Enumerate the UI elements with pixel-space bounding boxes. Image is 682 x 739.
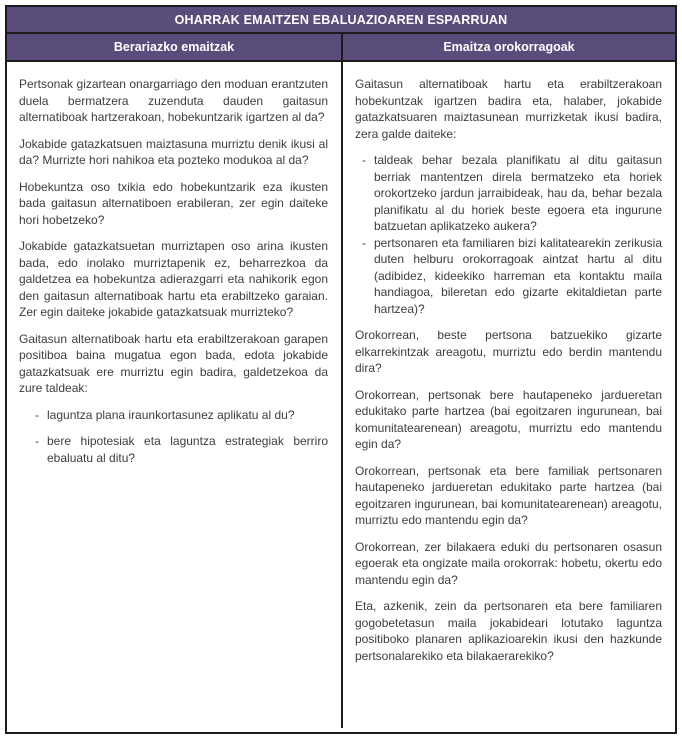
evaluation-notes-table: [5, 5, 677, 734]
bullet-text: bere hipotesiak eta laguntza estrategiak berriro ebaluatu al ditu?: [47, 434, 328, 465]
bullet-marker: -: [35, 407, 39, 422]
question-paragraph: Jokabide gatazkatsuen maiztasuna murriztu denik ikusi al da? Murrizte hori nahikoa eta pozteko modukoa al da?: [19, 136, 328, 167]
question-paragraph: Pertsonak gizartean onargarriago den moduan erantzuten duela bermatzera zuzenduta dauden gaitasun alternatiboak hartzerakoan, hobekuntzarik igartzen al da?: [19, 77, 328, 124]
table-body: [7, 62, 675, 728]
question-paragraph: Eta, azkenik, zein da pertsonaren eta bere familiaren gogobetetasun maila jokabideari lotutako laguntza positiboko planaren aplikazioarekin ikusi den hazkunde pertsonalarekiko eta bilakaerarekiko?: [355, 599, 662, 663]
question-paragraph: Jokabide gatazkatsuetan murriztapen oso arina ikusten bada, edo inolako murriztapenik ez, beharrezkoa da galdetzea ea hobekuntza adierazgarri eta nahikorik egon den gaitasun alternatiboak hartu eta erabiltzeko garaian. Zer egin daiteke jokabide gatazkatsuak murrizteko?: [19, 239, 328, 319]
question-paragraph: Gaitasun alternatiboak hartu eta erabiltzerakoan garapen positiboa baina mugatua egon bada, edota jokabide gatazkatsuak ere murriztu egin badira, galdetzekoa da zure taldeak:: [19, 331, 328, 395]
question-paragraph: Gaitasun alternatiboak hartu eta erabiltzerakoan hobekuntzak igartzen badira eta, halaber, jokabide gatazkatsuaren maiztasunean murrizketak ikusi badira, zera galde daiteke:: [355, 77, 662, 141]
bullet-marker: -: [35, 434, 39, 448]
bullet-list: [355, 152, 662, 317]
question-paragraph: Orokorrean, pertsonak bere hautapeneko jardueretan edukitako parte hartzea (bai egoitzaren ingurunean, bai komunitatearenean) areagotu, murriztu edo mantendu egin da?: [355, 387, 662, 451]
question-paragraph: Orokorrean, pertsonak eta bere familiak pertsonaren hautapeneko jardueretan edukitako parte hartzea (bai egoitzaren ingurunean, bai komunitatearenean) areagotu, murriztu edo mantendu egin da?: [355, 463, 662, 527]
question-paragraph: Orokorrean, beste pertsona batzuekiko gizarte elkarrekintzak areagotu, murriztu edo berdin mantendu dira?: [355, 328, 662, 375]
bullet-item: [35, 433, 328, 466]
column-header-general-results: Emaitza orokorragoak: [341, 34, 675, 60]
bullet-marker: -: [362, 153, 366, 167]
column-header-specific-results: Berariazko emaitzak: [113, 40, 235, 54]
bullet-list: [19, 407, 328, 467]
bullet-item: [362, 235, 662, 318]
table-column-headers: [7, 34, 675, 62]
bullet-item: [35, 407, 328, 424]
bullet-text: pertsonaren eta familiaren bizi kalitatearekin zerikusia duten helburu orokorragoak aintzat hartu al ditu (adibidez, kideekiko harreman eta kontaktu maila handiagoa, bileretan edo gizarte ekitaldietan parte hartzea)?: [374, 235, 662, 316]
question-paragraph: Orokorrean, zer bilakaera eduki du pertsonaren osasun egoerak eta ongizate maila orokorrak: hobetu, okertu edo mantendu egin da?: [355, 539, 662, 587]
question-paragraph: Hobekuntza oso txikia edo hobekuntzarik eza ikusten bada gaitasun alternatiboen erabileran, zer egin daiteke hori hobetzeko?: [19, 179, 328, 227]
bullet-item: [362, 152, 662, 235]
bullet-text: taldeak behar bezala planifikatu al ditu gaitasun berriak mantentzen direla bermatzeko eta horiek orokortzeko jardun jarraibideak, hau da, behar bezala planifikatu al du horiek beste egoera eta ingurune batzuetan aplikatzeko aukera?: [374, 153, 662, 233]
column-general-results: [341, 62, 675, 728]
bullet-marker: -: [362, 235, 366, 250]
table-title: OHARRAK EMAITZEN EBALUAZIOAREN ESPARRUAN: [7, 7, 675, 34]
bullet-text: laguntza plana iraunkortasunez aplikatu al du?: [47, 407, 295, 422]
column-specific-results: [7, 62, 341, 728]
